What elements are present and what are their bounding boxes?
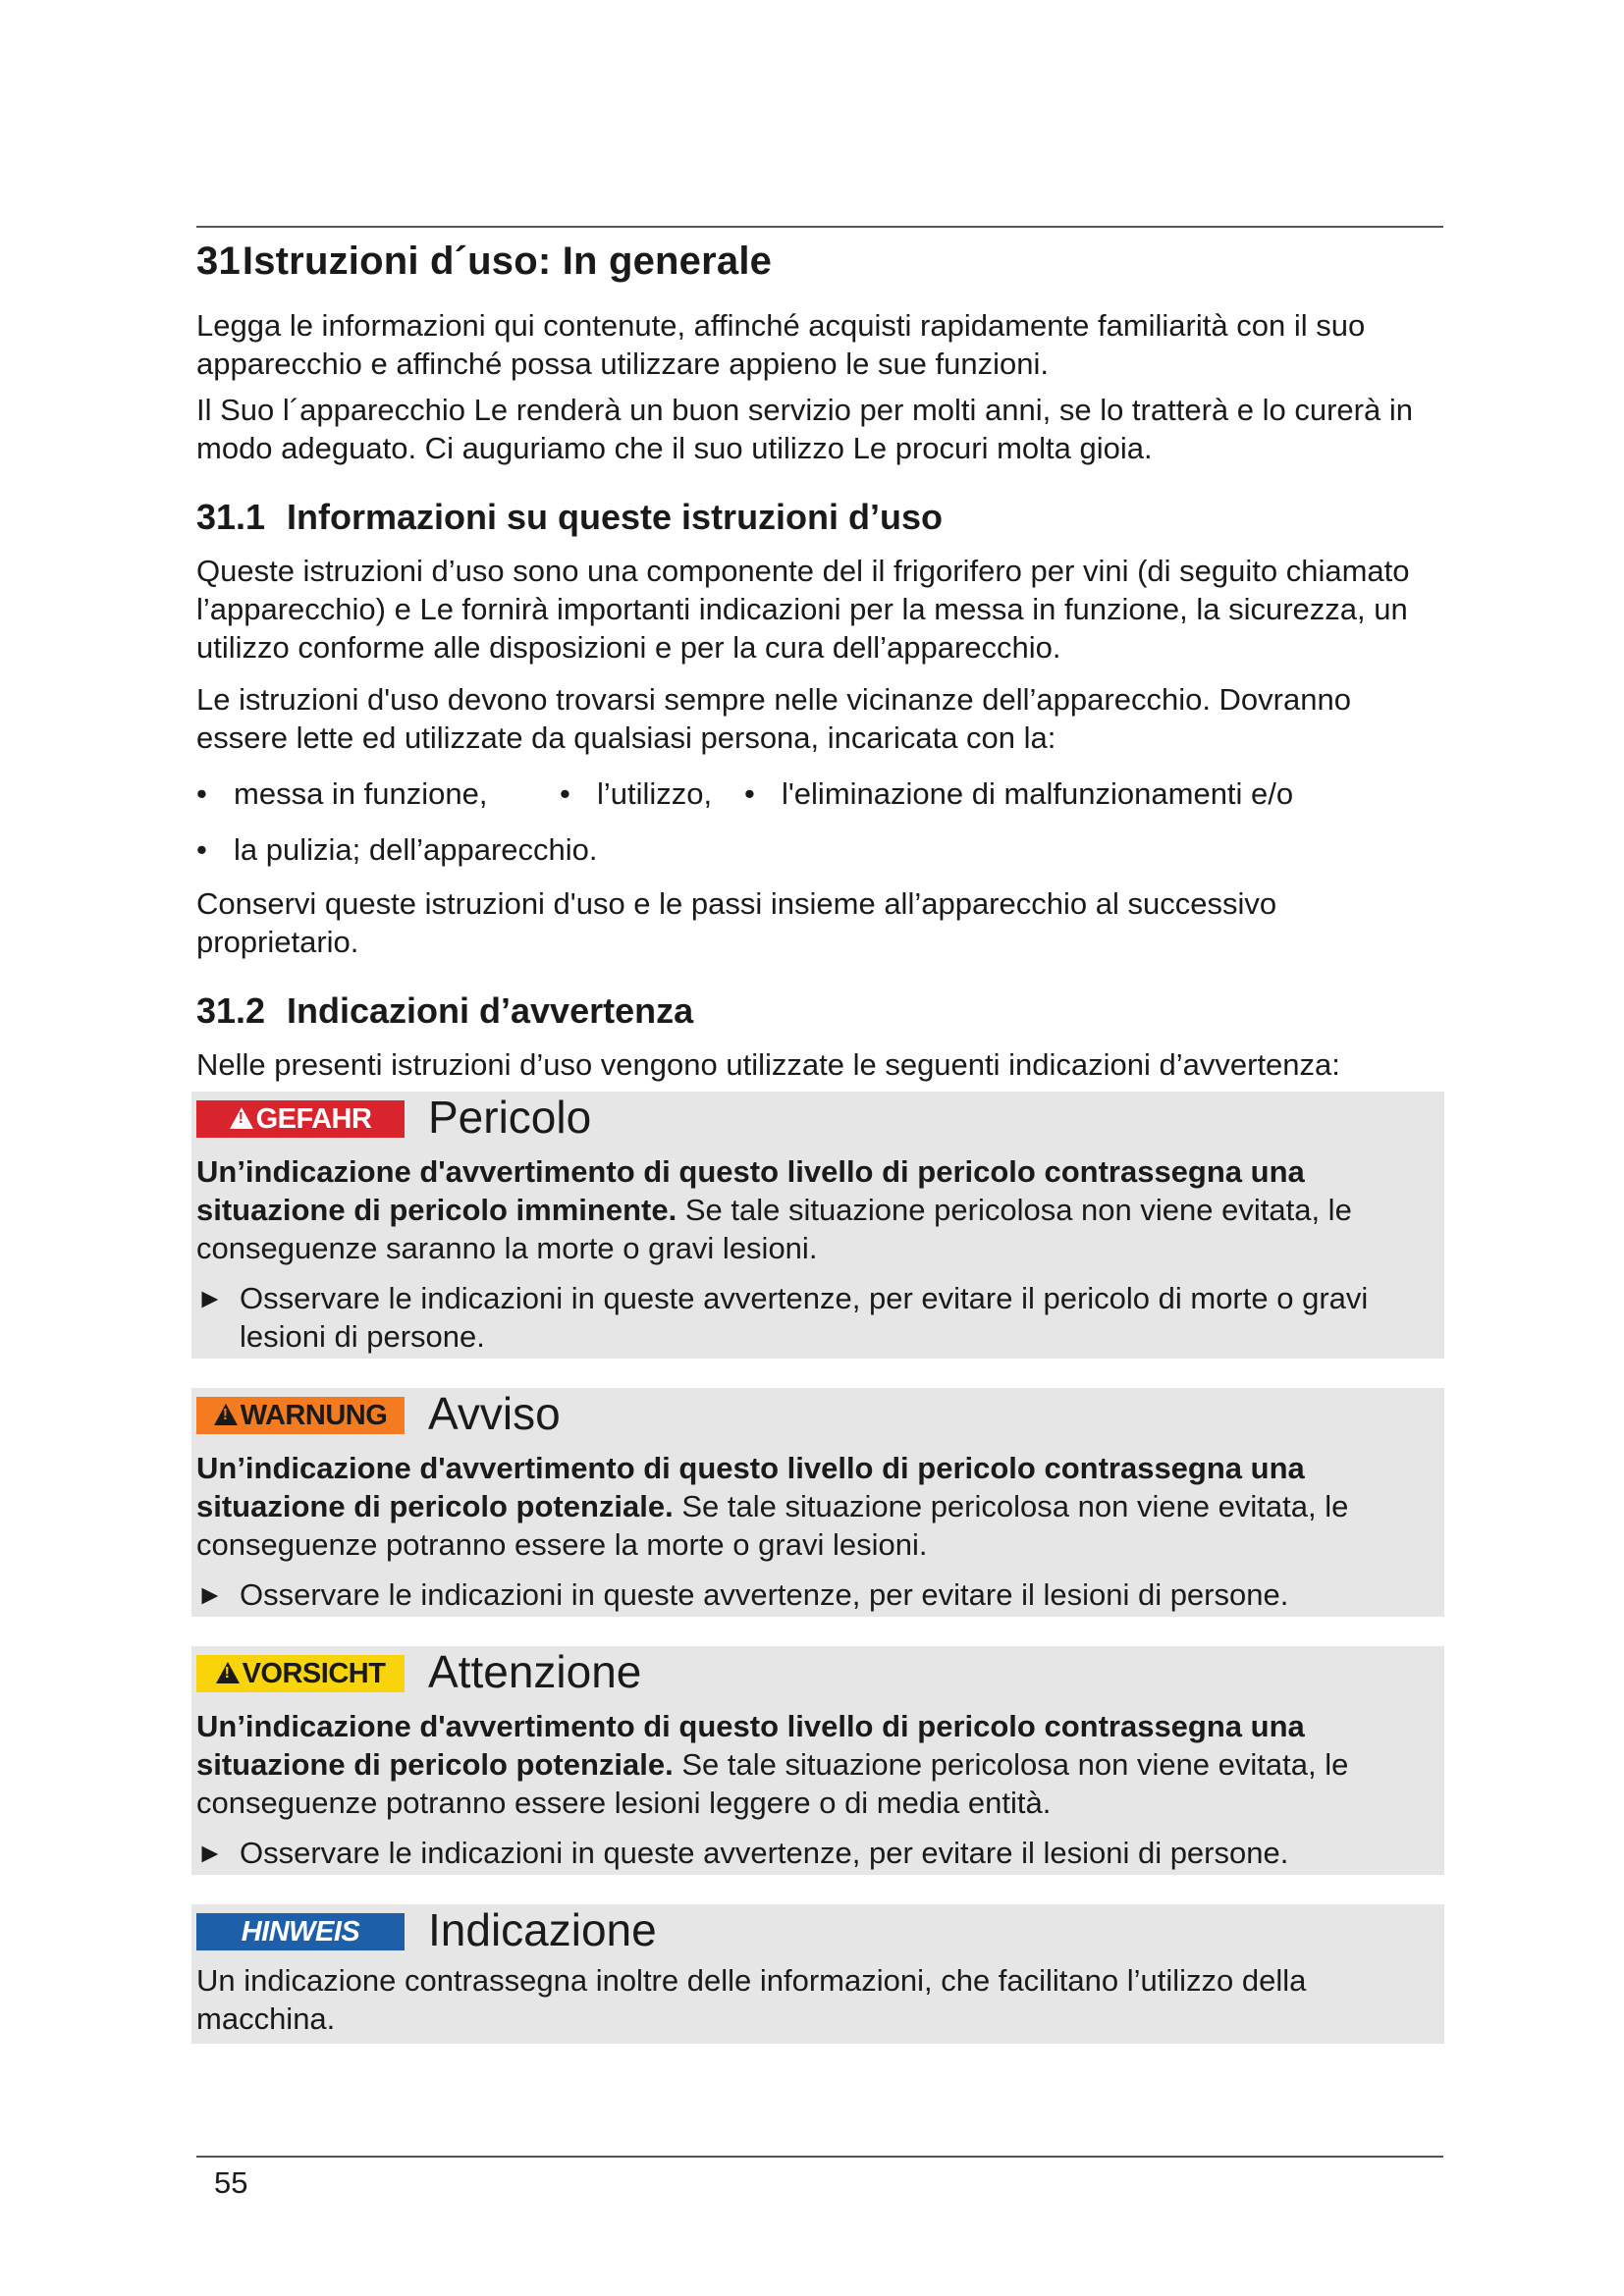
notice-title: Indicazione	[428, 1904, 657, 1955]
vorsicht-label	[196, 1655, 405, 1692]
list-item-text: l’utilizzo,	[597, 776, 713, 811]
bullet-icon: •	[196, 776, 207, 811]
chapter-title: Istruzioni d´uso: In generale	[242, 240, 773, 283]
page-content	[196, 232, 1445, 2044]
gefahr-label-text: GEFAHR	[255, 1102, 372, 1135]
warning-box	[191, 1388, 1444, 1617]
section-1-paragraph-1: Queste istruzioni d’uso sono una componente del il frigorifero per vini (di seguito chiamato l’apparecchio) e Le fornirà importanti indicazioni per la messa in funzione, la sicurezza, un utilizzo conforme alle disposizioni e per la cura dell’apparecchio.	[196, 554, 1410, 665]
warning-triangle-icon	[216, 1662, 240, 1683]
list-item	[560, 774, 744, 813]
section-2-heading	[196, 987, 1445, 1036]
warning-action-text: Osservare le indicazioni in queste avvertenze, per evitare il lesioni di persone.	[240, 1577, 1289, 1612]
intro-paragraph-1: Legga le informazioni qui contenute, affinché acquisti rapidamente familiarità con il suo apparecchio e affinché possa utilizzare appieno le sue funzioni.	[196, 308, 1366, 381]
notice-header	[196, 1904, 1439, 1955]
list-item-text: la pulizia; dell’apparecchio.	[234, 832, 598, 867]
chapter-heading	[196, 232, 1445, 289]
vorsicht-label-text: VORSICHT	[242, 1657, 386, 1689]
arrow-right-icon: ►	[196, 1838, 224, 1868]
section-1-paragraph-3: Conservi queste istruzioni d'uso e le passi insieme all’apparecchio al successivo proprietario.	[196, 886, 1277, 959]
bullet-icon: •	[560, 776, 570, 811]
list-item	[196, 774, 560, 813]
caution-title: Attenzione	[428, 1646, 642, 1697]
page-number: 55	[214, 2165, 248, 2200]
caution-text: Se tale situazione pericolosa non viene evitata, le conseguenze potranno essere lesioni leggere o di media entità.	[196, 1747, 1349, 1820]
danger-header	[196, 1092, 1439, 1143]
caution-box	[191, 1646, 1444, 1875]
warning-title: Avviso	[428, 1388, 561, 1439]
section-1-number: 31.1	[196, 497, 266, 537]
warnung-label	[196, 1397, 405, 1434]
footer-rule	[196, 2156, 1443, 2158]
danger-action-text: Osservare le indicazioni in queste avvertenze, per evitare il pericolo di morte o gravi lesioni di persone.	[240, 1281, 1369, 1354]
notice-box	[191, 1904, 1444, 2044]
intro-paragraph-2: Il Suo l´apparecchio Le renderà un buon servizio per molti anni, se lo tratterà e lo curerà in modo adeguato. Ci auguriamo che il suo utilizzo Le procuri molta gioia.	[196, 393, 1413, 465]
warning-bold-text: Un’indicazione d'avvertimento di questo livello di pericolo contrassegna una situazione di pericolo potenziale.	[196, 1451, 1305, 1523]
warnung-label-text: WARNUNG	[240, 1399, 388, 1431]
list-item-text: l'eliminazione di malfunzionamenti e/o	[782, 776, 1294, 811]
notice-description: Un indicazione contrassegna inoltre delle informazioni, che facilitano l’utilizzo della macchina.	[196, 1963, 1307, 2036]
list-item	[744, 774, 1293, 813]
list-item	[196, 830, 598, 869]
danger-action	[196, 1279, 1439, 1356]
warning-action	[196, 1575, 1439, 1614]
warning-description	[196, 1449, 1439, 1564]
warning-header	[196, 1388, 1439, 1439]
warning-triangle-icon	[214, 1404, 238, 1425]
header-rule	[196, 226, 1443, 228]
list-item-text: messa in funzione,	[234, 776, 488, 811]
caution-header	[196, 1646, 1439, 1697]
warning-triangle-icon	[230, 1107, 253, 1129]
hinweis-label-text: HINWEIS	[241, 1915, 360, 1948]
danger-bold-text: Un’indicazione d'avvertimento di questo livello di pericolo contrassegna una situazione di pericolo imminente.	[196, 1154, 1305, 1227]
danger-title: Pericolo	[428, 1092, 592, 1143]
arrow-right-icon: ►	[196, 1579, 224, 1610]
bullet-icon: •	[744, 776, 755, 811]
caution-action-text: Osservare le indicazioni in queste avvertenze, per evitare il lesioni di persone.	[240, 1836, 1289, 1870]
section-1-heading	[196, 493, 1445, 542]
caution-description	[196, 1707, 1439, 1822]
section-2-number: 31.2	[196, 990, 266, 1031]
warning-text: Se tale situazione pericolosa non viene evitata, le conseguenze potranno essere la morte o gravi lesioni.	[196, 1489, 1349, 1562]
hinweis-label	[196, 1913, 405, 1950]
caution-bold-text: Un’indicazione d'avvertimento di questo livello di pericolo contrassegna una situazione di pericolo potenziale.	[196, 1709, 1305, 1782]
section-1-title: Informazioni su queste istruzioni d’uso	[287, 497, 944, 537]
section-2-intro: Nelle presenti istruzioni d’uso vengono utilizzate le seguenti indicazioni d’avvertenza:	[196, 1047, 1340, 1082]
section-2-title: Indicazioni d’avvertenza	[287, 990, 694, 1031]
bullet-list-row-2	[196, 830, 1445, 869]
arrow-right-icon: ►	[196, 1283, 224, 1313]
gefahr-label	[196, 1100, 405, 1138]
bullet-icon: •	[196, 832, 207, 867]
danger-box	[191, 1092, 1444, 1359]
danger-text: Se tale situazione pericolosa non viene evitata, le conseguenze saranno la morte o gravi lesioni.	[196, 1193, 1352, 1265]
chapter-number: 31	[196, 240, 241, 283]
bullet-list-row-1	[196, 774, 1445, 813]
danger-description	[196, 1152, 1439, 1267]
section-1-paragraph-2: Le istruzioni d'uso devono trovarsi sempre nelle vicinanze dell’apparecchio. Dovranno essere lette ed utilizzate da qualsiasi persona, incaricata con la:	[196, 682, 1351, 755]
caution-action	[196, 1834, 1439, 1872]
